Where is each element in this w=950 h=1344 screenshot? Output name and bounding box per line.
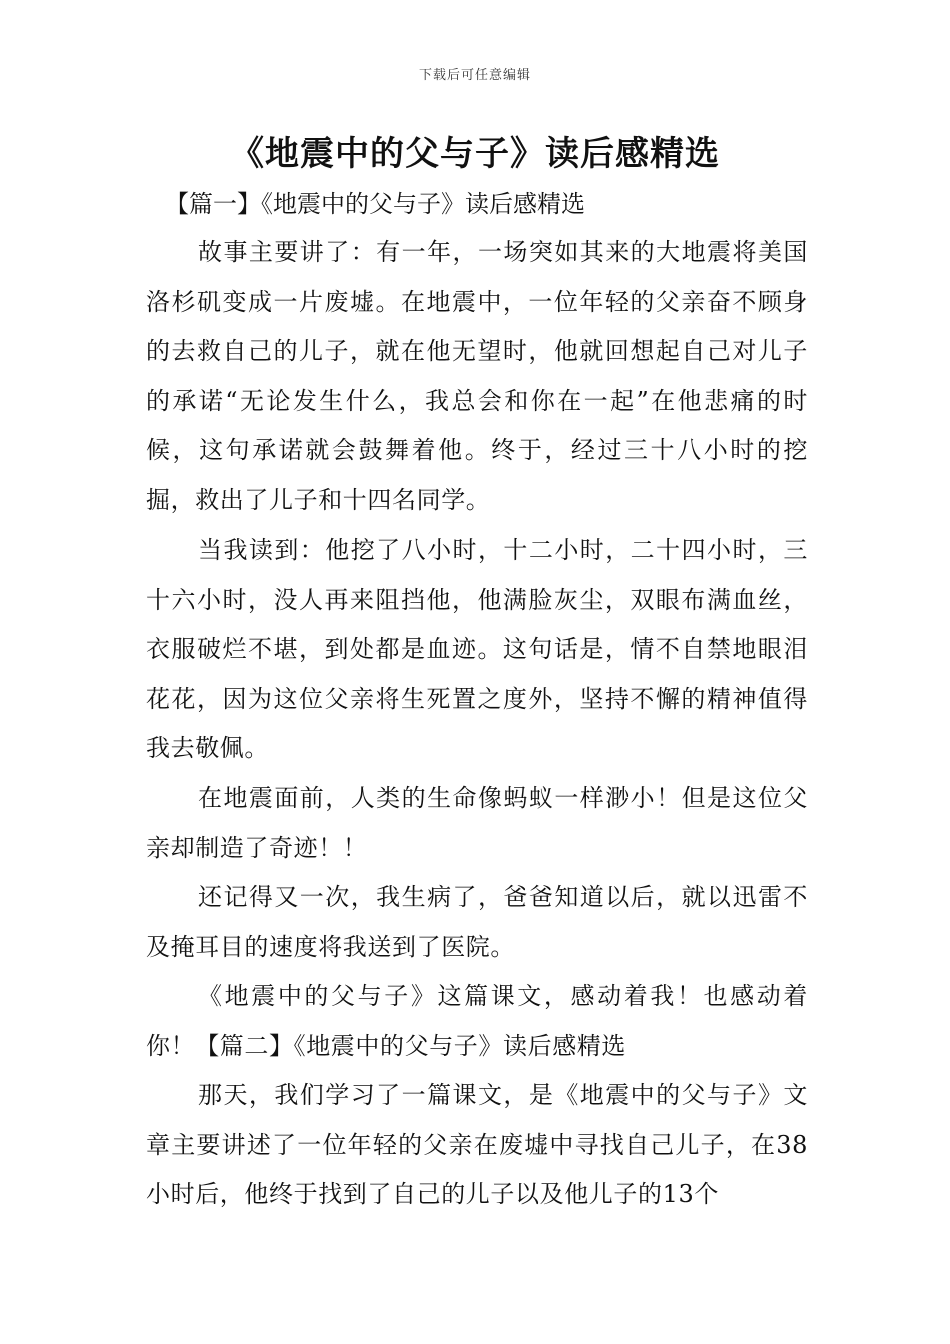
document-title: 《地震中的父与子》读后感精选 [230,134,720,174]
page-header-note: 下载后可任意编辑 [418,68,531,83]
section-heading-1: 【篇一】《地震中的父与子》读后感精选 [165,190,585,218]
paragraph-2: 当我读到：他挖了八小时，十二小时，二十四小时，三十六小时，没人再来阻挡他，他满脸灰尘，双眼布满血丝，衣服破烂不堪，到处都是血迹。这句话是，情不自禁地眼泪花花，因为这位父亲将生死置之度外，坚持不懈的精神值得我去敬佩。 [146,536,808,763]
paragraph-3: 在地震面前，人类的生命像蚂蚁一样渺小！但是这位父亲却制造了奇迹！！ [146,784,808,862]
paragraph-1: 故事主要讲了：有一年，一场突如其来的大地震将美国洛杉矶变成一片废墟。在地震中，一位年轻的父亲奋不顾身的去救自己的儿子，就在他无望时，他就回想起自己对儿子的承诺“无论发生什么，我总会和你在一起”在他悲痛的时候，这句承诺就会鼓舞着他。终于，经过三十八小时的挖掘，救出了儿子和十四名同学。 [146,238,808,514]
paragraph-5: 《地震中的父与子》这篇课文，感动着我！也感动着你！【篇二】《地震中的父与子》读后感精选 [146,982,808,1060]
paragraph-6: 那天，我们学习了一篇课文，是《地震中的父与子》文章主要讲述了一位年轻的父亲在废墟中寻找自己儿子，在38小时后，他终于找到了自己的儿子以及他儿子的13个 [146,1081,808,1209]
paragraph-4: 还记得又一次，我生病了，爸爸知道以后，就以迅雷不及掩耳目的速度将我送到了医院。 [146,883,808,961]
